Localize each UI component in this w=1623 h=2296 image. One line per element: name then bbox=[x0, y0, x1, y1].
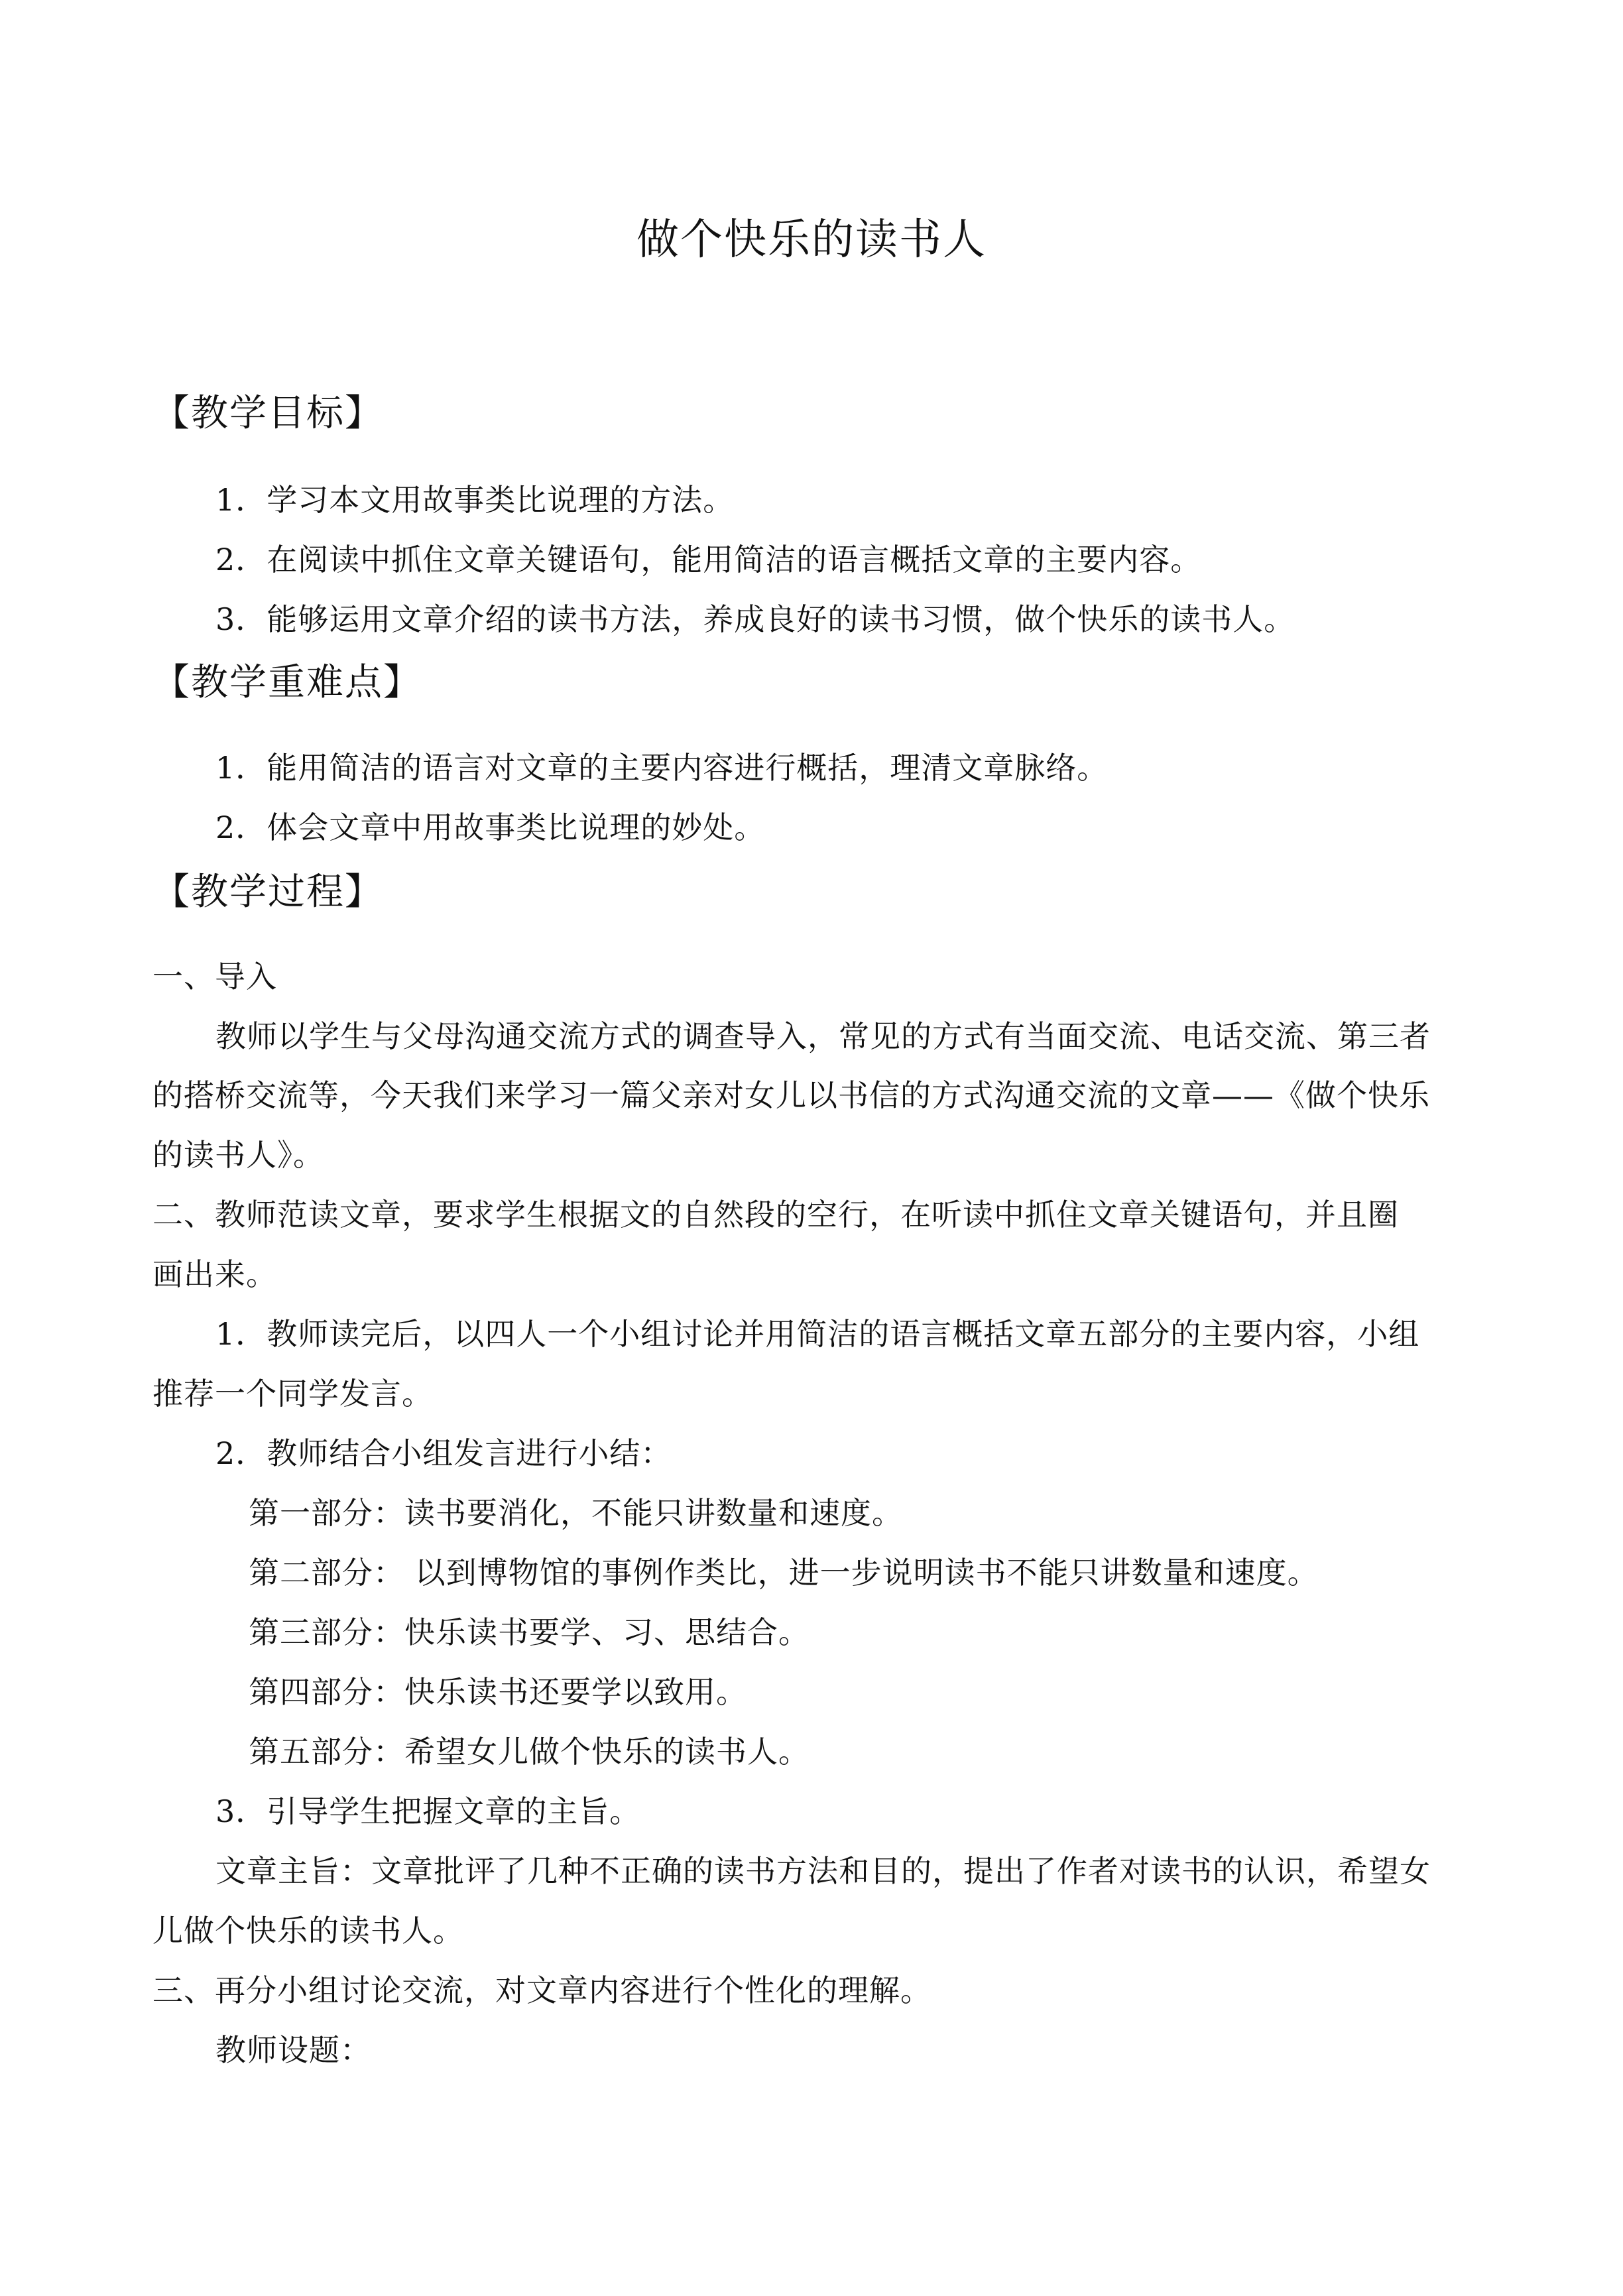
summary-item: 第二部分： 以到博物馆的事例作类比，进一步说明读书不能只讲数量和速度。 bbox=[249, 1555, 1319, 1591]
summary-item: 第四部分：快乐读书还要学以致用。 bbox=[249, 1674, 747, 1710]
goal-item-2: 2．在阅读中抓住文章关键语句，能用简洁的语言概括文章的主要内容。 bbox=[215, 542, 1202, 577]
key-point-item-1: 1．能用简洁的语言对文章的主要内容进行概括，理清文章脉络。 bbox=[215, 750, 1109, 786]
summary-item: 第一部分：读书要消化，不能只讲数量和速度。 bbox=[249, 1495, 903, 1531]
key-point-item-2: 2．体会文章中用故事类比说理的妙处。 bbox=[215, 810, 766, 845]
goal-item-3: 3．能够运用文章介绍的读书方法，养成良好的读书习惯，做个快乐的读书人。 bbox=[215, 601, 1295, 637]
process-part3-label: 三、再分小组讨论交流，对文章内容进行个性化的理解。 bbox=[152, 1972, 932, 2008]
summary-item: 第五部分：希望女儿做个快乐的读书人。 bbox=[249, 1734, 810, 1770]
process-part2-label-line: 二、教师范读文章，要求学生根据文的自然段的空行，在听读中抓住文章关键语句，并且圈 bbox=[152, 1197, 1399, 1233]
process-part1-label: 一、导入 bbox=[152, 959, 277, 995]
section-heading-process: 【教学过程】 bbox=[152, 871, 383, 914]
part2-step1-line: 1．教师读完后，以四人一个小组讨论并用简洁的语言概括文章五部分的主要内容，小组 bbox=[215, 1316, 1420, 1352]
part2-step2: 2．教师结合小组发言进行小结： bbox=[215, 1435, 672, 1471]
process-part2-label-line: 画出来。 bbox=[152, 1256, 277, 1292]
goal-item-1: 1．学习本文用故事类比说理的方法。 bbox=[215, 482, 735, 518]
teacher-prompt: 教师设题： bbox=[215, 2032, 371, 2068]
part1-paragraph-line: 教师以学生与父母沟通交流方式的调查导入，常见的方式有当面交流、电话交流、第三者 bbox=[215, 1018, 1431, 1054]
part1-paragraph-line: 的搭桥交流等，今天我们来学习一篇父亲对女儿以书信的方式沟通交流的文章——《做个快乐 bbox=[152, 1077, 1430, 1113]
page-title: 做个快乐的读书人 bbox=[636, 215, 987, 265]
part1-paragraph-line: 的读书人》。 bbox=[152, 1137, 324, 1173]
section-heading-key-points: 【教学重难点】 bbox=[152, 661, 422, 704]
theme-line: 文章主旨：文章批评了几种不正确的读书方法和目的，提出了作者对读书的认识，希望女 bbox=[215, 1853, 1431, 1889]
summary-item: 第三部分：快乐读书要学、习、思结合。 bbox=[249, 1614, 810, 1650]
part2-step1-line: 推荐一个同学发言。 bbox=[152, 1376, 433, 1412]
section-heading-goals: 【教学目标】 bbox=[152, 392, 383, 435]
theme-line: 儿做个快乐的读书人。 bbox=[152, 1913, 464, 1949]
part2-step3: 3．引导学生把握文章的主旨。 bbox=[215, 1793, 641, 1829]
